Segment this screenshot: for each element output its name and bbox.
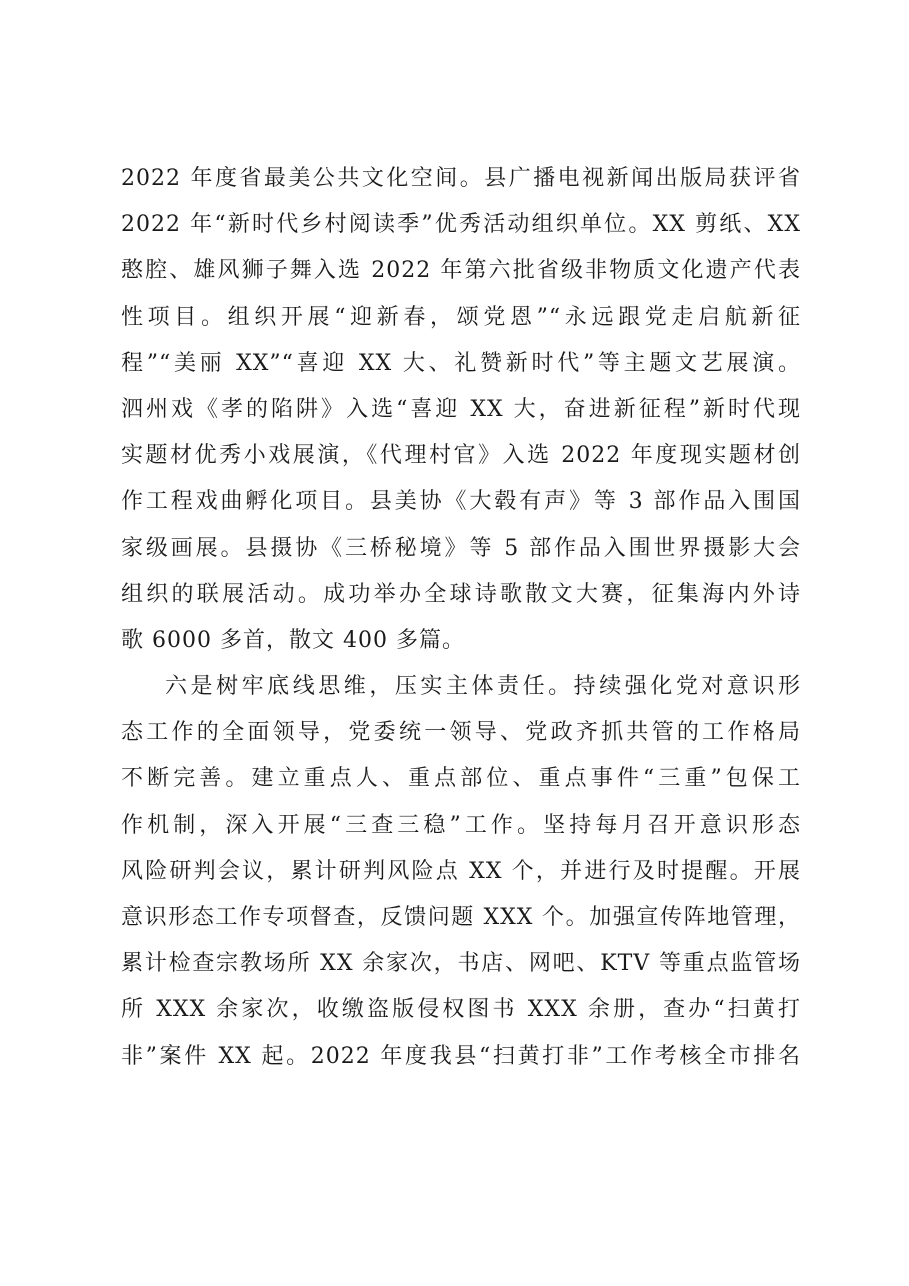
text-line: 非”案件 XX 起。2022 年度我县“扫黄打非”工作考核全市排名 (121, 1043, 801, 1069)
text-line: 组织的联展活动。成功举办全球诗歌散文大赛，征集海内外诗 (121, 581, 801, 607)
text-line: 憨腔、雄风狮子舞入选 2022 年第六批省级非物质文化遗产代表 (121, 258, 801, 284)
text-line: 泗州戏《孝的陷阱》入选“喜迎 XX 大，奋进新征程”新时代现 (121, 396, 801, 422)
text-line: 所 XXX 余家次，收缴盗版侵权图书 XXX 余册，查办“扫黄打 (121, 997, 801, 1023)
text-line: 程”“美丽 XX”“喜迎 XX 大、礼赞新时代”等主题文艺展演。 (121, 350, 801, 376)
text-line: 不断完善。建立重点人、重点部位、重点事件“三重”包保工 (121, 766, 801, 792)
text-line: 意识形态工作专项督查，反馈问题 XXX 个。加强宣传阵地管理， (121, 905, 801, 930)
text-line: 2022 年“新时代乡村阅读季”优秀活动组织单位。XX 剪纸、XX (121, 212, 801, 238)
text-line: 性项目。组织开展“迎新春，颂党恩”“永远跟党走启航新征 (121, 304, 801, 330)
text-line: 实题材优秀小戏展演，《代理村官》入选 2022 年度现实题材创 (121, 443, 801, 469)
document-body (121, 156, 801, 1080)
text-line: 累计检查宗教场所 XX 余家次，书店、网吧、KTV 等重点监管场 (121, 951, 801, 977)
text-line: 家级画展。县摄协《三桥秘境》等 5 部作品入围世界摄影大会 (121, 535, 801, 561)
text-line: 歌 6000 多首，散文 400 多篇。 (121, 627, 465, 653)
paragraph-ideology-responsibility (121, 664, 801, 1080)
text-line: 六是树牢底线思维，压实主体责任。持续强化党对意识形 (165, 674, 801, 700)
text-line: 作工程戏曲孵化项目。县美协《大毂有声》等 3 部作品入围国 (121, 489, 801, 515)
text-line: 态工作的全面领导，党委统一领导、党政齐抓共管的工作格局 (121, 720, 801, 746)
text-line: 作机制，深入开展“三查三稳”工作。坚持每月召开意识形态 (121, 812, 801, 838)
text-line: 风险研判会议，累计研判风险点 XX 个，并进行及时提醒。开展 (121, 858, 801, 884)
text-line: 2022 年度省最美公共文化空间。县广播电视新闻出版局获评省 (121, 166, 801, 191)
paragraph-cultural-achievements (121, 156, 801, 664)
